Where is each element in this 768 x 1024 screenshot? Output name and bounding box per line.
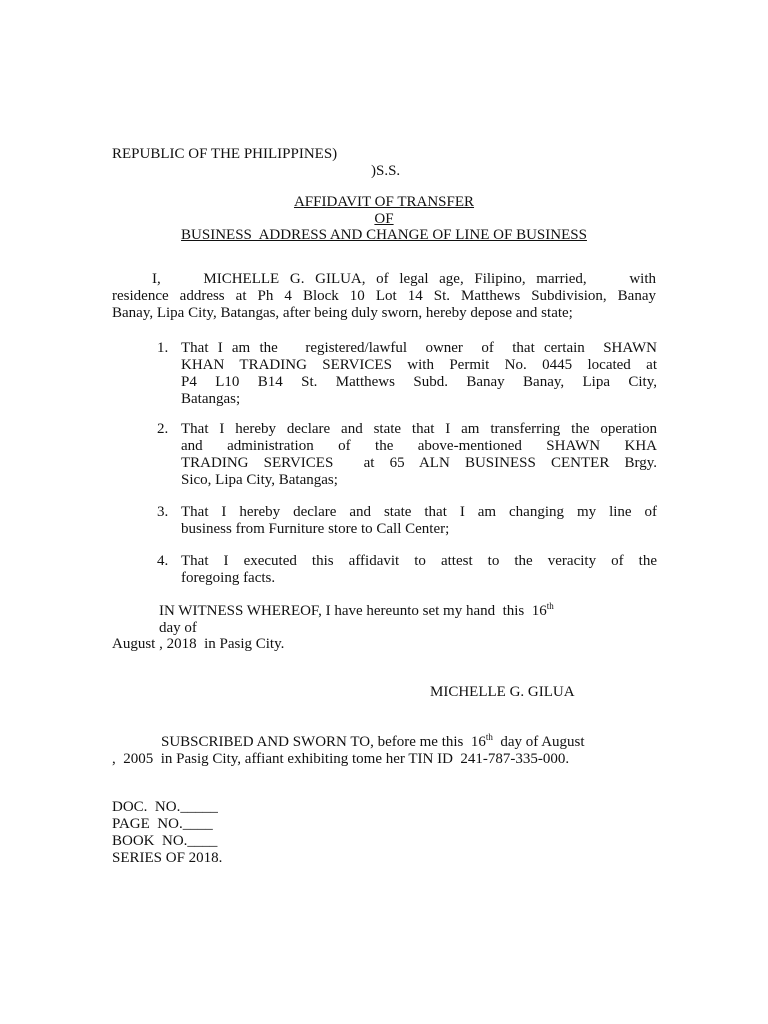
list-item-line: business from Furniture store to Call Center; xyxy=(181,521,450,537)
witness-ordinal: th xyxy=(546,601,554,611)
book-number: BOOK NO.____ xyxy=(112,833,218,849)
witness-day-of: day of xyxy=(159,620,197,636)
title-line-1: AFFIDAVIT OF TRANSFER xyxy=(293,194,475,210)
list-item-line: and administration of the above-mentioned SHAWN KHA xyxy=(181,438,657,454)
list-item-line: That I am the registered/lawful owner of that certain SHAWN xyxy=(181,340,657,356)
jurat-ordinal: th xyxy=(485,732,493,742)
doc-number: DOC. NO._____ xyxy=(112,799,218,815)
list-item-number: 2. xyxy=(157,421,169,437)
list-item-number: 1. xyxy=(157,340,169,356)
list-item-line: That I hereby declare and state that I am transferring the operation xyxy=(181,421,657,437)
list-item-line: That I executed this affidavit to attest to the veracity of the xyxy=(181,553,657,569)
intro-line-1-text: I, MICHELLE G. GILUA, of legal age, Filipino, married, with xyxy=(152,271,656,287)
list-item-line: That I hereby declare and state that I am changing my line of xyxy=(181,504,657,520)
signatory-name: MICHELLE G. GILUA xyxy=(430,684,575,700)
document-title-of xyxy=(0,211,768,228)
jurat-text: SUBSCRIBED AND SWORN TO, before me this 16 xyxy=(161,734,486,750)
witness-date-place: August , 2018 in Pasig City. xyxy=(112,636,285,652)
list-item-line: Sico, Lipa City, Batangas; xyxy=(181,472,338,488)
jurat-text-tail: day of August xyxy=(492,734,585,750)
title-line-2: OF xyxy=(374,211,394,227)
witness-text: IN WITNESS WHEREOF, I have hereunto set my hand this 16 xyxy=(159,603,547,619)
venue-republic: REPUBLIC OF THE PHILIPPINES) xyxy=(112,146,338,162)
venue-ss: )S.S. xyxy=(371,163,401,179)
jurat-line-1 xyxy=(161,734,585,751)
page-number: PAGE NO.____ xyxy=(112,816,213,832)
series-year: SERIES OF 2018. xyxy=(112,850,223,866)
title-line-3: BUSINESS ADDRESS AND CHANGE OF LINE OF BUSINESS xyxy=(181,227,587,243)
list-item-line: foregoing facts. xyxy=(181,570,276,586)
list-item-line: KHAN TRADING SERVICES with Permit No. 0445 located at xyxy=(181,357,657,373)
list-item-line: Batangas; xyxy=(181,391,241,407)
intro-line-2: residence address at Ph 4 Block 10 Lot 14 St. Matthews Subdivision, Banay xyxy=(112,288,656,304)
document-subtitle xyxy=(0,227,768,244)
list-item-line: P4 L10 B14 St. Matthews Subd. Banay Banay, Lipa City, xyxy=(181,374,657,390)
list-item-number: 3. xyxy=(157,504,169,520)
document-title xyxy=(0,194,768,211)
intro-line-3: Banay, Lipa City, Batangas, after being duly sworn, hereby depose and state; xyxy=(112,305,573,321)
witness-clause xyxy=(159,603,554,620)
list-item-line: TRADING SERVICES at 65 ALN BUSINESS CENTER Brgy. xyxy=(181,455,657,471)
list-item-number: 4. xyxy=(157,553,169,569)
jurat-line-2: , 2005 in Pasig City, affiant exhibiting tome her TIN ID 241-787-335-000. xyxy=(112,751,570,767)
intro-line-1 xyxy=(152,271,656,288)
